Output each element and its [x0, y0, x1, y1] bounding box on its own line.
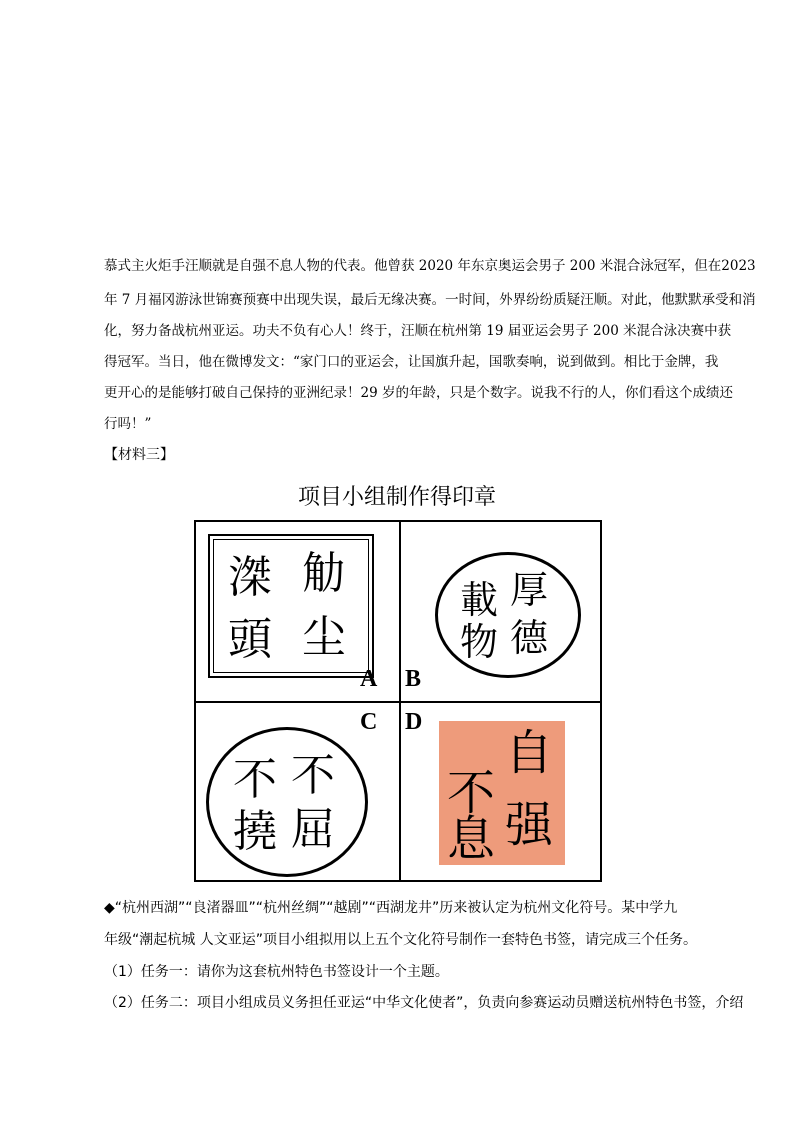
seal-d-char: 自: [505, 725, 554, 781]
seal-b-char: 載: [460, 578, 499, 622]
paragraph-line: 行吗！”: [104, 416, 152, 432]
seal-a: [208, 534, 374, 678]
label-a: A: [360, 666, 378, 692]
material3-heading: 【材料三】: [104, 447, 174, 463]
seal-c-char: 撓: [233, 806, 277, 857]
seal-d-char: 不: [447, 765, 496, 821]
seal-a-char: 滐: [228, 552, 272, 603]
seal-a-char: 觔: [302, 548, 346, 599]
cell-d: [401, 703, 600, 880]
seal-d: [439, 721, 565, 865]
task-intro-line: 年级“潮起杭城 人文亚运”项目小组拟用以上五个文化符号制作一套特色书签，请完成三个任务。: [104, 932, 697, 948]
label-b: B: [405, 666, 422, 692]
figure-title: 项目小组制作得印章: [297, 485, 496, 510]
seal-b: [435, 552, 581, 678]
seal-c-char: 不: [291, 750, 335, 801]
seal-grid: [194, 520, 602, 882]
seal-b-char: 物: [460, 620, 499, 664]
seal-b-char: 德: [510, 616, 549, 660]
seal-a-char: 頭: [228, 614, 272, 665]
label-c: C: [360, 709, 378, 735]
seal-d-char: 息: [447, 811, 496, 867]
task-intro-line: ◆“杭州西湖”“良渚器皿”“杭州丝绸”“越剧”“西湖龙井”历来被认定为杭州文化符号。某中学九: [104, 900, 678, 916]
paragraph-line: 得冠军。当日，他在微博发文：“家门口的亚运会，让国旗升起，国歌奏响，说到做到。相比于金牌，我: [104, 354, 719, 370]
paragraph-line: 慕式主火炬手汪顺就是自强不息人物的代表。他曾获 2020 年东京奥运会男子 200 米混合泳冠军，但在2023: [104, 258, 756, 274]
seal-d-char: 强: [505, 797, 554, 853]
seal-a-char: 尘: [302, 612, 346, 663]
cell-c: [196, 703, 399, 880]
paragraph-line: 化，努力备战杭州亚运。功夫不负有心人！终于，汪顺在杭州第 19 届亚运会男子 200 米混合泳决赛中获: [104, 323, 732, 339]
seal-c-char: 屈: [291, 804, 335, 855]
task-two: （2）任务二：项目小组成员义务担任亚运“中华文化使者”，负责向参赛运动员赠送杭州特色书签，介绍: [104, 995, 744, 1011]
cell-b: [401, 522, 600, 701]
paragraph-line: 年 7 月福冈游泳世锦赛预赛中出现失误，最后无缘决赛。一时间，外界纷纷质疑汪顺。对此，他默默承受和消: [104, 292, 756, 308]
seal-b-char: 厚: [510, 568, 549, 612]
seal-c-char: 不: [233, 754, 277, 805]
label-d: D: [405, 709, 423, 735]
seal-c: [206, 727, 368, 877]
task-one: （1）任务一：请你为这套杭州特色书签设计一个主题。: [104, 964, 449, 980]
paragraph-line: 更开心的是能够打破自己保持的亚洲纪录！29 岁的年龄，只是个数字。说我不行的人，你们看这个成绩还: [104, 385, 733, 401]
